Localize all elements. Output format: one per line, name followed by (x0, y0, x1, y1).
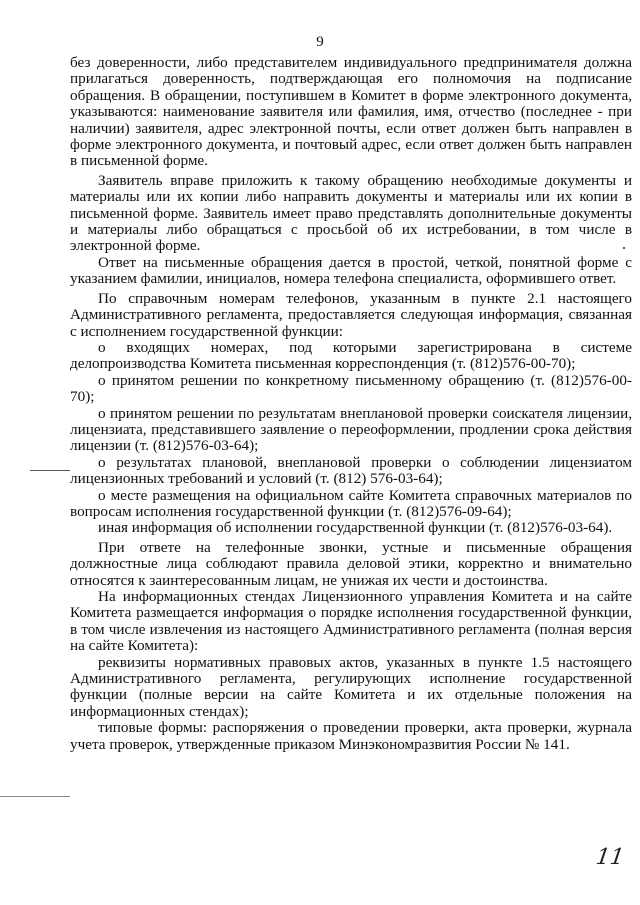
list-item-other-information: иная информация об исполнении государственной функции (т. (812)576-03-64). (98, 519, 613, 537)
scan-artifact-line (30, 470, 70, 471)
paragraph-reference-phones: По справочным номерам телефонов, указанным в пункте 2.1 настоящего Административного регламента, предоставляется следующая информация, связанная с исполнением государственной функции: (70, 289, 632, 340)
body-text (70, 55, 632, 753)
paragraph-attach-documents: Заявитель вправе приложить к такому обращению необходимые документы и материалы или их копии либо направить документы и материалы или их копии в письменной форме. Заявитель имеет право представлять дополнительные документы и материалы либо обращаться с просьбой об их истребовании, в том числе в электронной форме. (70, 171, 632, 255)
list-item-standard-forms: типовые формы: распоряжения о проведении проверки, акта проверки, журнала учета проверок, утвержденные приказом Минэкономразвития России № 141. (70, 719, 632, 753)
list-item-scheduled-inspection: о результатах плановой, внеплановой проверки о соблюдении лицензиатом лицензионных требований и условий (т. (812) 576-03-64); (70, 453, 632, 488)
handwritten-sheet-number: 11 (594, 845, 626, 870)
paragraph-business-ethics: При ответе на телефонные звонки, устные и письменные обращения должностные лица соблюдают правила деловой этики, корректно и внимательно относятся к заинтересованным лицам, не унижая их чести и достоинства. (70, 538, 632, 589)
list-item-decision-on-request: о принятом решении по конкретному письменному обращению (т. (812)576-00-70); (70, 371, 632, 406)
list-item-website-materials: о месте размещения на официальном сайте Комитета справочных материалов по вопросам исполнения государственной функции (т. (812)576-09-64); (70, 486, 632, 520)
scan-artifact-line (0, 796, 70, 797)
list-item-incoming-numbers: о входящих номерах, под которыми зарегистрирована в системе делопроизводства Комитета письменная корреспонденция (т. (812)576-00-70); (70, 338, 632, 373)
page-number: 9 (316, 34, 324, 50)
scan-artifact-dot (623, 247, 625, 249)
paragraph-written-answer: Ответ на письменные обращения дается в простой, четкой, понятной форме с указанием фамилии, инициалов, номера телефона специалиста, оформившего ответ. (70, 253, 632, 288)
list-item-legal-acts: реквизиты нормативных правовых актов, указанных в пункте 1.5 настоящего Административного регламента, регулирующих исполнение государственной функции (полные версии на сайте Комитета и их отдельные положения на информационных стендах); (70, 653, 632, 720)
paragraph-power-of-attorney: без доверенности, либо представителем индивидуального предпринимателя должна прилагаться доверенность, подтверждающая его полномочия на подписание обращения. В обращении, поступившем в Комитет в форме электронного документа, указываются: наименование заявителя или фамилия, имя, отчество (последнее - при наличии) заявителя, адрес электронной почты, если ответ должен быть направлен в форме электронного документа, и почтовый адрес, если ответ должен быть направлен в письменной форме. (70, 54, 632, 170)
paragraph-information-stands: На информационных стендах Лицензионного управления Комитета и на сайте Комитета размещается информация о порядке исполнения государственной функции, в том числе извлечения из настоящего Административного регламента (полная версия на сайте Комитета): (70, 588, 632, 655)
list-item-unscheduled-inspection: о принятом решении по результатам внеплановой проверки соискателя лицензии, лицензиата, представившего заявление о переоформлении, продлении срока действия лицензии (т. (812)576-03-64); (70, 404, 632, 455)
